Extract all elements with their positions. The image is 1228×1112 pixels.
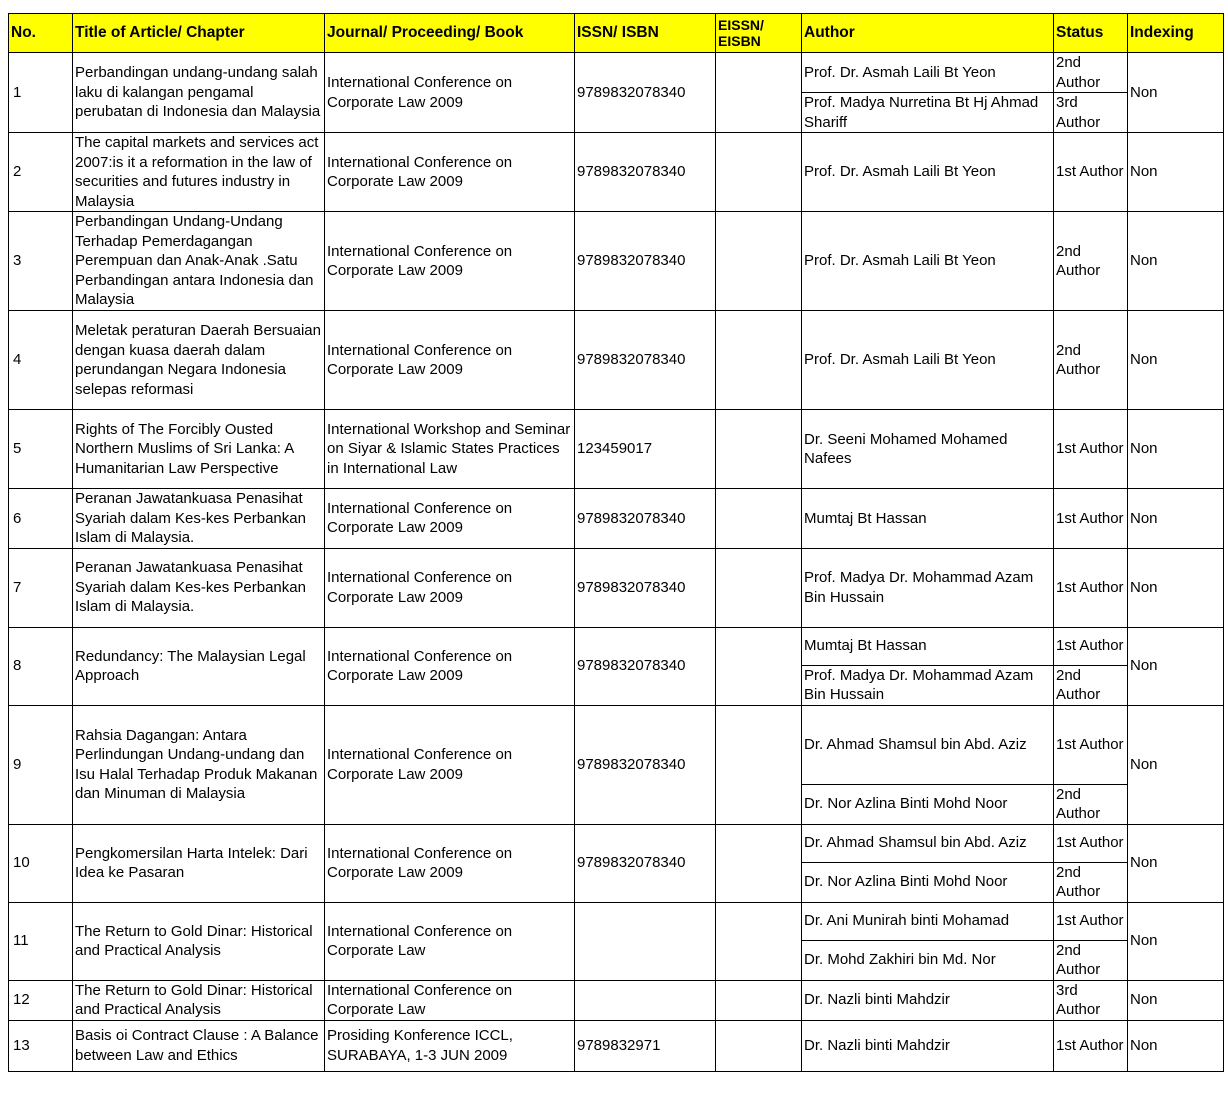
indexing-value: Non [1128, 53, 1224, 133]
table-row [9, 902, 1224, 940]
article-title: Pengkomersilan Harta Intelek: Dari Idea ke Pasaran [73, 824, 325, 902]
journal-name: International Conference on Corporate Law [325, 902, 575, 980]
header-indexing: Indexing [1128, 14, 1224, 53]
table-row [9, 489, 1224, 549]
journal-name: International Conference on Corporate Law 2009 [325, 311, 575, 410]
issn-isbn: 9789832078340 [575, 705, 716, 824]
header-title: Title of Article/ Chapter [73, 14, 325, 53]
indexing-value: Non [1128, 980, 1224, 1020]
row-number: 11 [9, 902, 73, 980]
article-title: Basis oi Contract Clause : A Balance between Law and Ethics [73, 1020, 325, 1071]
author-status: 1st Author [1054, 133, 1128, 212]
table-row [9, 212, 1224, 311]
author-name: Dr. Nor Azlina Binti Mohd Noor [802, 862, 1054, 902]
author-status: 2nd Author [1054, 53, 1128, 93]
article-title: The Return to Gold Dinar: Historical and Practical Analysis [73, 980, 325, 1020]
header-status: Status [1054, 14, 1128, 53]
header-no: No. [9, 14, 73, 53]
author-name: Dr. Nazli binti Mahdzir [802, 980, 1054, 1020]
issn-isbn: 9789832078340 [575, 489, 716, 549]
header-eissn: EISSN/ EISBN [716, 14, 802, 53]
article-title: Perbandingan undang-undang salah laku di kalangan pengamal perubatan di Indonesia dan Malaysia [73, 53, 325, 133]
eissn-eisbn [716, 548, 802, 627]
author-name: Dr. Nazli binti Mahdzir [802, 1020, 1054, 1071]
author-status: 1st Author [1054, 627, 1128, 665]
author-status: 2nd Author [1054, 311, 1128, 410]
author-status: 1st Author [1054, 705, 1128, 784]
author-status: 1st Author [1054, 824, 1128, 862]
row-number: 8 [9, 627, 73, 705]
author-status: 1st Author [1054, 548, 1128, 627]
journal-name: International Conference on Corporate Law 2009 [325, 212, 575, 311]
author-status: 2nd Author [1054, 940, 1128, 980]
indexing-value: Non [1128, 311, 1224, 410]
eissn-eisbn [716, 980, 802, 1020]
author-name: Dr. Nor Azlina Binti Mohd Noor [802, 784, 1054, 824]
article-title: Meletak peraturan Daerah Bersuaian dengan kuasa daerah dalam perundangan Negara Indonesia selepas reformasi [73, 311, 325, 410]
author-name: Dr. Seeni Mohamed Mohamed Nafees [802, 410, 1054, 489]
indexing-value: Non [1128, 902, 1224, 980]
row-number: 6 [9, 489, 73, 549]
row-number: 3 [9, 212, 73, 311]
article-title: Rights of The Forcibly Ousted Northern Muslims of Sri Lanka: A Humanitarian Law Perspective [73, 410, 325, 489]
author-name: Dr. Ani Munirah binti Mohamad [802, 902, 1054, 940]
row-number: 5 [9, 410, 73, 489]
author-status: 1st Author [1054, 902, 1128, 940]
issn-isbn: 9789832078340 [575, 53, 716, 133]
journal-name: International Conference on Corporate Law 2009 [325, 705, 575, 824]
article-title: Peranan Jawatankuasa Penasihat Syariah dalam Kes-kes Perbankan Islam di Malaysia. [73, 548, 325, 627]
eissn-eisbn [716, 627, 802, 705]
journal-name: International Conference on Corporate Law 2009 [325, 489, 575, 549]
author-name: Dr. Ahmad Shamsul bin Abd. Aziz [802, 705, 1054, 784]
author-status: 3rd Author [1054, 980, 1128, 1020]
indexing-value: Non [1128, 627, 1224, 705]
journal-name: Prosiding Konference ICCL, SURABAYA, 1-3 JUN 2009 [325, 1020, 575, 1071]
eissn-eisbn [716, 212, 802, 311]
row-number: 7 [9, 548, 73, 627]
journal-name: International Workshop and Seminar on Siyar & Islamic States Practices in International Law [325, 410, 575, 489]
article-title: The Return to Gold Dinar: Historical and Practical Analysis [73, 902, 325, 980]
author-status: 3rd Author [1054, 93, 1128, 133]
issn-isbn [575, 980, 716, 1020]
author-name: Prof. Madya Dr. Mohammad Azam Bin Hussain [802, 665, 1054, 705]
row-number: 12 [9, 980, 73, 1020]
eissn-eisbn [716, 311, 802, 410]
author-status: 2nd Author [1054, 665, 1128, 705]
author-status: 1st Author [1054, 1020, 1128, 1071]
row-number: 4 [9, 311, 73, 410]
author-status: 2nd Author [1054, 212, 1128, 311]
table-row [9, 548, 1224, 627]
journal-name: International Conference on Corporate Law [325, 980, 575, 1020]
article-title: Peranan Jawatankuasa Penasihat Syariah dalam Kes-kes Perbankan Islam di Malaysia. [73, 489, 325, 549]
issn-isbn: 9789832971 [575, 1020, 716, 1071]
table-body [9, 53, 1224, 1072]
author-name: Prof. Dr. Asmah Laili Bt Yeon [802, 212, 1054, 311]
eissn-eisbn [716, 1020, 802, 1071]
issn-isbn: 9789832078340 [575, 311, 716, 410]
indexing-value: Non [1128, 489, 1224, 549]
indexing-value: Non [1128, 410, 1224, 489]
author-name: Mumtaj Bt Hassan [802, 627, 1054, 665]
table-row [9, 980, 1224, 1020]
header-author: Author [802, 14, 1054, 53]
table-row [9, 705, 1224, 784]
eissn-eisbn [716, 133, 802, 212]
eissn-eisbn [716, 410, 802, 489]
row-number: 2 [9, 133, 73, 212]
row-number: 13 [9, 1020, 73, 1071]
journal-name: International Conference on Corporate Law 2009 [325, 824, 575, 902]
table-row [9, 1020, 1224, 1071]
row-number: 1 [9, 53, 73, 133]
author-name: Prof. Dr. Asmah Laili Bt Yeon [802, 53, 1054, 93]
article-title: The capital markets and services act 2007:is it a reformation in the law of securities and futures industry in Malaysia [73, 133, 325, 212]
indexing-value: Non [1128, 133, 1224, 212]
table-row [9, 53, 1224, 93]
row-number: 10 [9, 824, 73, 902]
eissn-eisbn [716, 705, 802, 824]
journal-name: International Conference on Corporate Law 2009 [325, 133, 575, 212]
article-title: Rahsia Dagangan: Antara Perlindungan Undang-undang dan Isu Halal Terhadap Produk Makanan dan Minuman di Malaysia [73, 705, 325, 824]
header-journal: Journal/ Proceeding/ Book [325, 14, 575, 53]
indexing-value: Non [1128, 1020, 1224, 1071]
journal-name: International Conference on Corporate Law 2009 [325, 627, 575, 705]
eissn-eisbn [716, 902, 802, 980]
indexing-value: Non [1128, 212, 1224, 311]
author-name: Prof. Madya Dr. Mohammad Azam Bin Hussain [802, 548, 1054, 627]
indexing-value: Non [1128, 824, 1224, 902]
author-name: Mumtaj Bt Hassan [802, 489, 1054, 549]
issn-isbn: 9789832078340 [575, 133, 716, 212]
indexing-value: Non [1128, 705, 1224, 824]
issn-isbn: 9789832078340 [575, 824, 716, 902]
eissn-eisbn [716, 53, 802, 133]
eissn-eisbn [716, 824, 802, 902]
header-issn: ISSN/ ISBN [575, 14, 716, 53]
table-row [9, 311, 1224, 410]
issn-isbn: 9789832078340 [575, 627, 716, 705]
table-row [9, 133, 1224, 212]
header-row [9, 14, 1224, 53]
author-name: Dr. Ahmad Shamsul bin Abd. Aziz [802, 824, 1054, 862]
table-row [9, 627, 1224, 665]
row-number: 9 [9, 705, 73, 824]
journal-name: International Conference on Corporate Law 2009 [325, 53, 575, 133]
author-name: Prof. Madya Nurretina Bt Hj Ahmad Shariff [802, 93, 1054, 133]
author-name: Prof. Dr. Asmah Laili Bt Yeon [802, 311, 1054, 410]
issn-isbn: 123459017 [575, 410, 716, 489]
article-title: Redundancy: The Malaysian Legal Approach [73, 627, 325, 705]
author-status: 2nd Author [1054, 862, 1128, 902]
issn-isbn: 9789832078340 [575, 212, 716, 311]
table-row [9, 410, 1224, 489]
author-status: 1st Author [1054, 489, 1128, 549]
publications-table [8, 13, 1224, 1072]
author-name: Prof. Dr. Asmah Laili Bt Yeon [802, 133, 1054, 212]
issn-isbn: 9789832078340 [575, 548, 716, 627]
table-row [9, 824, 1224, 862]
article-title: Perbandingan Undang-Undang Terhadap Pemerdagangan Perempuan dan Anak-Anak .Satu Perbandingan antara Indonesia dan Malaysia [73, 212, 325, 311]
eissn-eisbn [716, 489, 802, 549]
indexing-value: Non [1128, 548, 1224, 627]
author-status: 1st Author [1054, 410, 1128, 489]
issn-isbn [575, 902, 716, 980]
author-status: 2nd Author [1054, 784, 1128, 824]
author-name: Dr. Mohd Zakhiri bin Md. Nor [802, 940, 1054, 980]
journal-name: International Conference on Corporate Law 2009 [325, 548, 575, 627]
